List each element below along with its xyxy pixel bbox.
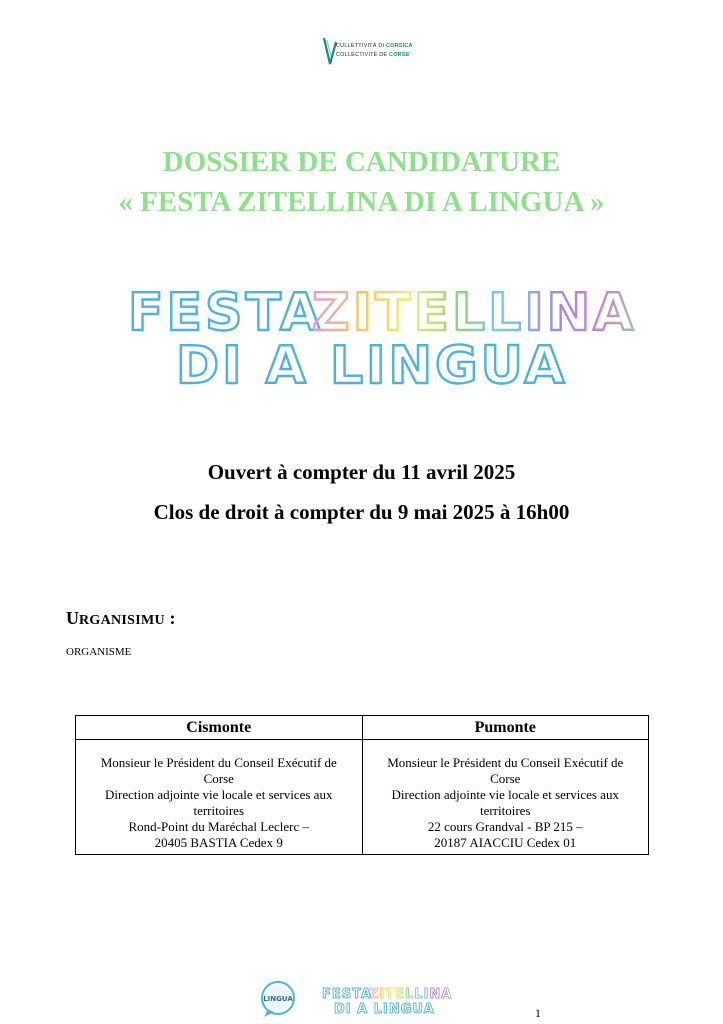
logo-corsican-line: CULLETTIVITÀ DI CORSICA: [336, 43, 413, 49]
opening-date: Ouvert à compter du 11 avril 2025: [207, 460, 516, 484]
column-header-pumonte: Pumonte: [362, 716, 649, 740]
address-line: 20187 AIACCIU Cedex 01: [434, 835, 577, 850]
address-line: Monsieur le Président du Conseil Exécutif de: [100, 755, 337, 770]
organisme-heading: URGANISIMU :: [66, 608, 176, 628]
svg-text:LINGUA: LINGUA: [263, 995, 293, 1003]
logo-zitellina-word: ZITELLINA: [312, 283, 637, 343]
address-line: 20405 BASTIA Cedex 9: [154, 835, 283, 850]
organisme-subtitle: ORGANISME: [66, 646, 132, 658]
svg-text:FESTA: FESTA: [322, 987, 373, 1002]
document-title-line-2: « FESTA ZITELLINA DI A LINGUA »: [118, 186, 605, 218]
address-line: 22 cours Grandval - BP 215 –: [427, 819, 583, 834]
corsica-v-icon: [322, 36, 338, 66]
document-title-line-1: DOSSIER DE CANDIDATURE: [162, 146, 561, 178]
address-line: Corse: [203, 771, 234, 786]
svg-text:DI A LINGUA: DI A LINGUA: [334, 1002, 435, 1017]
logo-festa-word: FESTA: [128, 283, 324, 343]
address-line: territoires: [479, 803, 531, 818]
festa-zitellina-logo: [120, 280, 637, 396]
svg-text:ZITELLINA: ZITELLINA: [369, 987, 453, 1002]
address-line: Monsieur le Président du Conseil Exécutif de: [387, 755, 624, 770]
column-header-cismonte: Cismonte: [76, 716, 363, 740]
contacts-table: [75, 715, 649, 855]
table-header-row: [76, 716, 649, 740]
logo-di-a-lingua-words: DI A LINGUA: [176, 336, 568, 396]
address-line: Corse: [490, 771, 521, 786]
table-row: [76, 740, 649, 855]
closing-date: Clos de droit à compter du 9 mai 2025 à 16h00: [153, 500, 570, 524]
cismonte-address-cell: [76, 740, 363, 855]
pumonte-address-cell: [362, 740, 649, 855]
address-line: Direction adjointe vie locale et services aux: [391, 787, 619, 802]
speech-bubble-icon: [258, 979, 298, 1019]
logo-french-line: COLLECTIVITÉ DE CORSE: [336, 52, 410, 58]
address-line: Direction adjointe vie locale et services aux: [105, 787, 333, 802]
address-line: territoires: [193, 803, 245, 818]
footer-festa-logo: [322, 985, 462, 1017]
page-number: 1: [535, 1006, 541, 1020]
address-line: Rond-Point du Maréchal Leclerc –: [128, 819, 309, 834]
collectivite-de-corse-logo: [322, 34, 413, 68]
lingua-badge: [258, 979, 298, 1019]
